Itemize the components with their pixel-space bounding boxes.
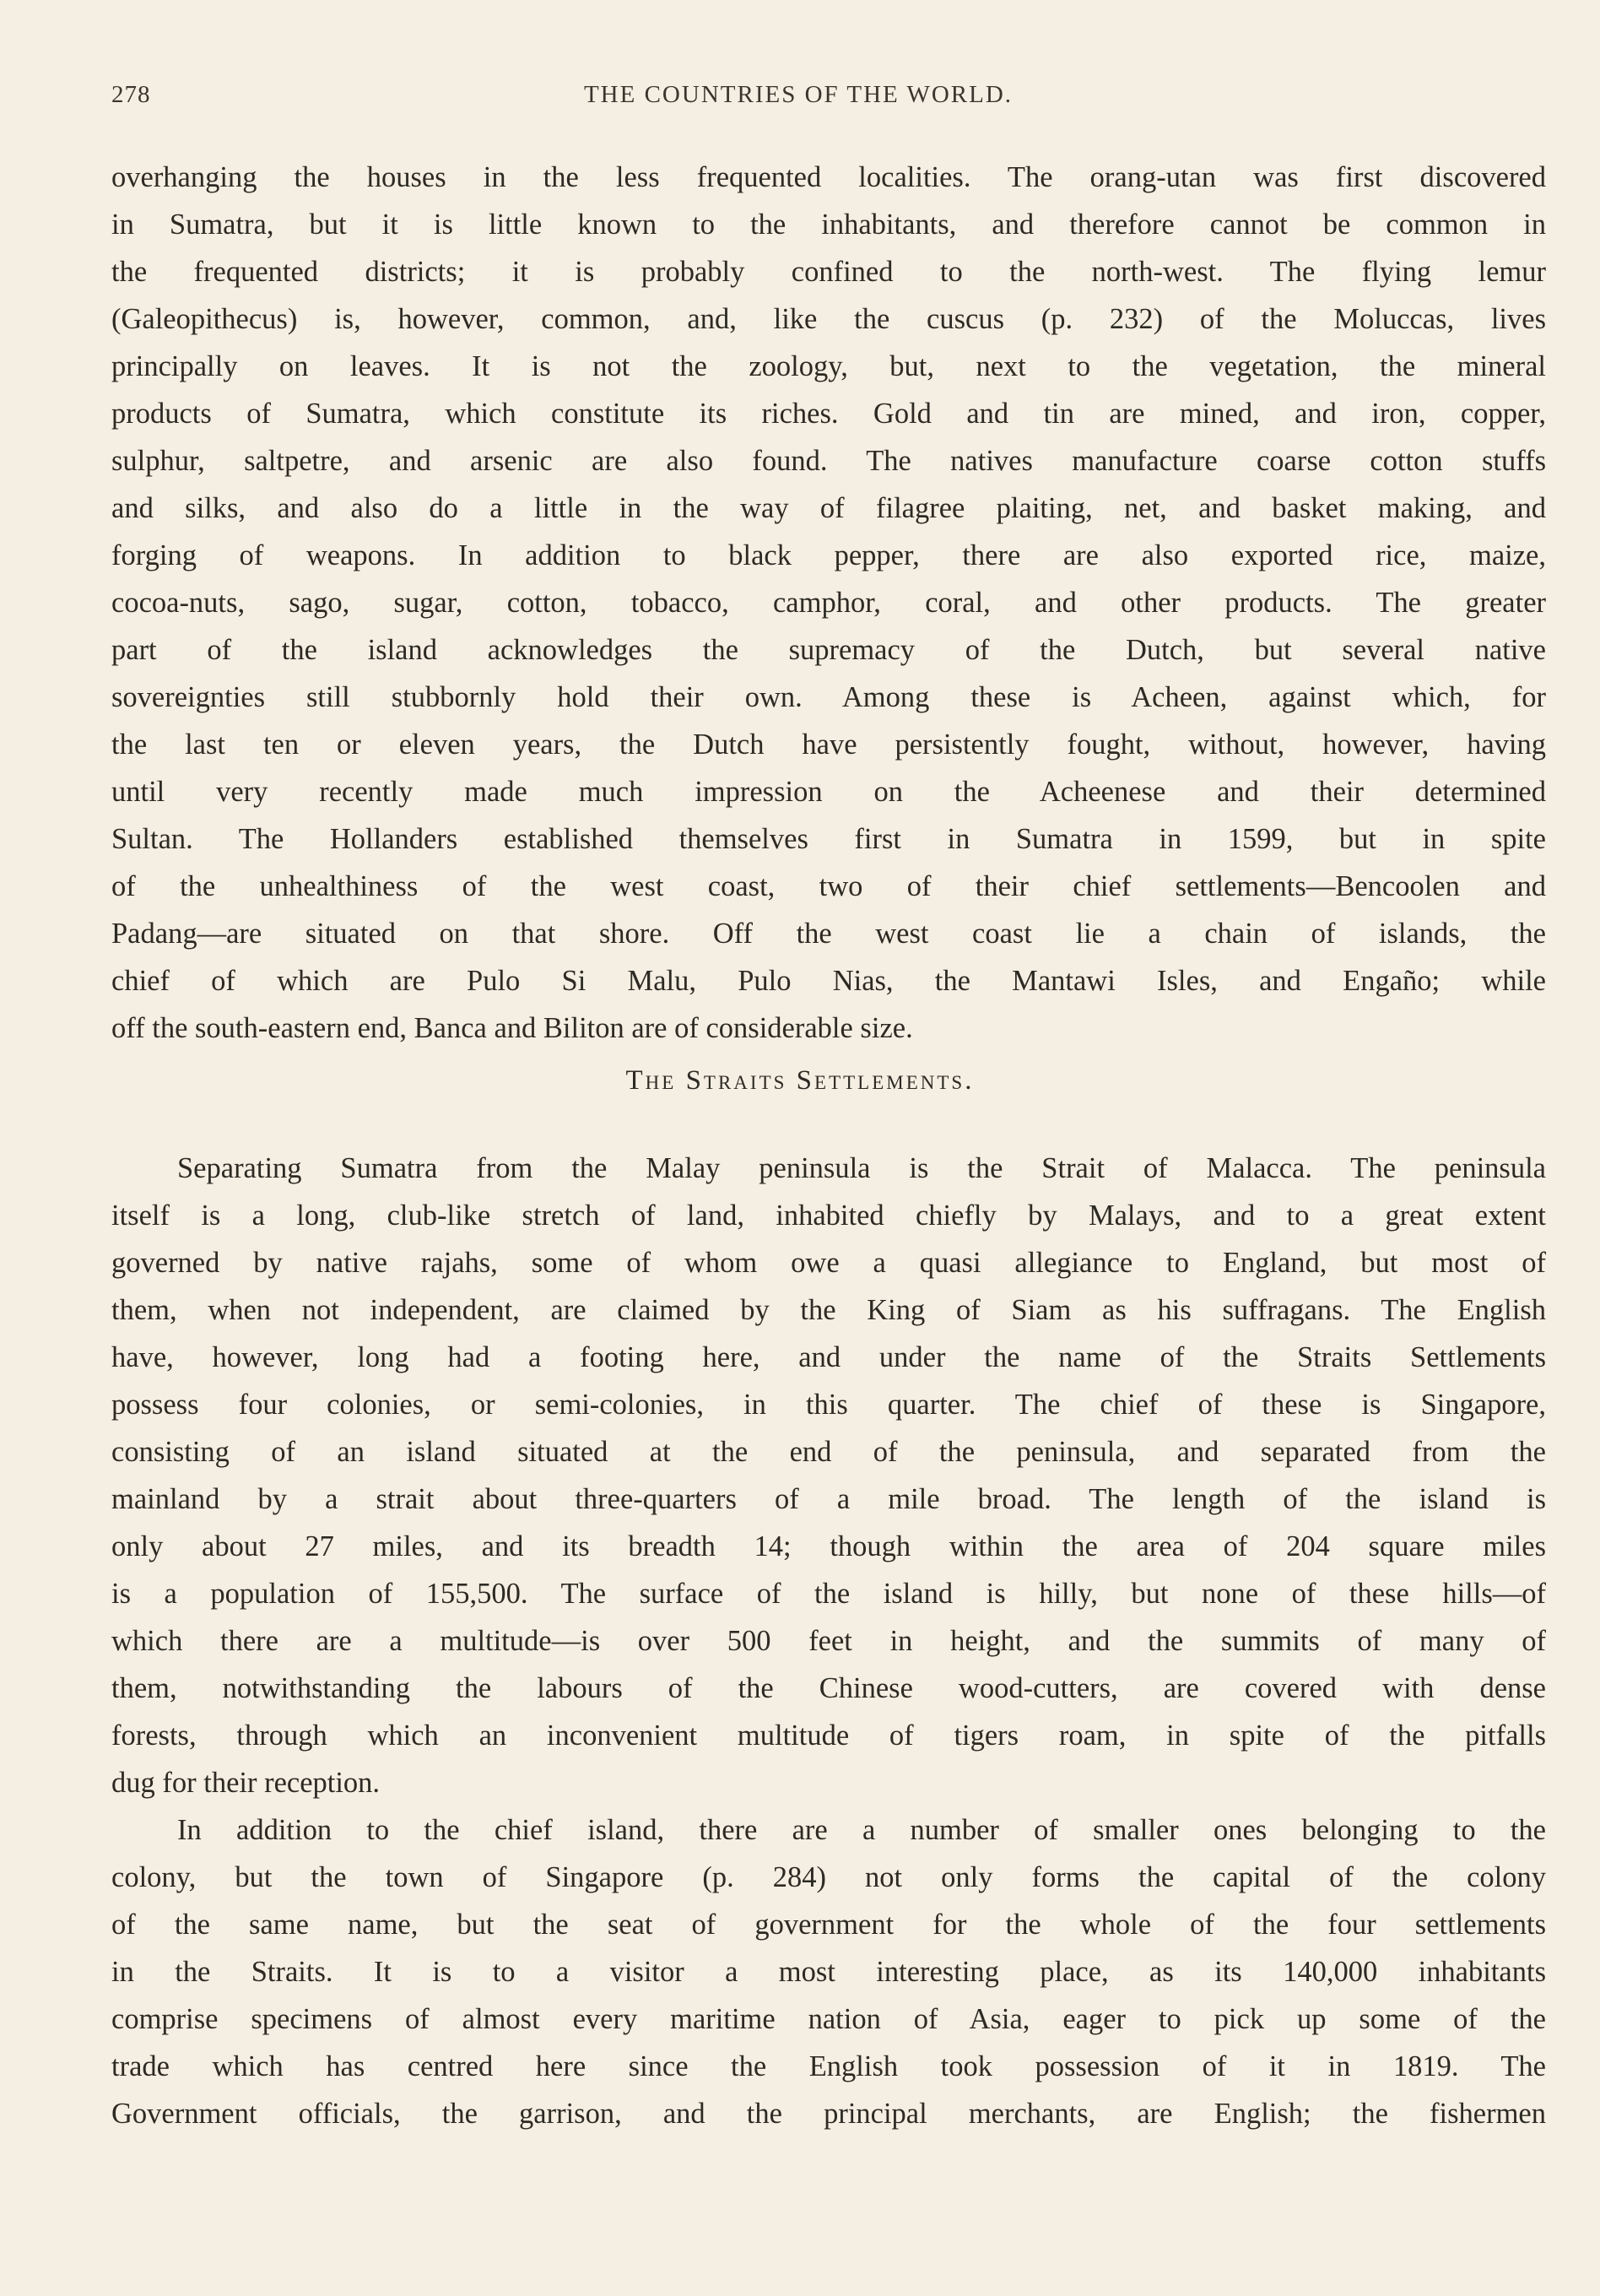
text-line: and silks, and also do a little in the way of filagree plaiting, net, and basket making, and [111,492,1546,524]
text-line: governed by native rajahs, some of whom owe a quasi allegiance to England, but most of [111,1247,1546,1279]
running-title: THE COUNTRIES OF THE WORLD. [583,81,1014,108]
text-line: possess four colonies, or semi-colonies, in this quarter. The chief of these is Singapore, [111,1389,1546,1421]
text-line: sulphur, saltpetre, and arsenic are also found. The natives manufacture coarse cotton stuffs [111,445,1546,477]
page-number: 278 [111,81,151,108]
text-line: which there are a multitude—is over 500 feet in height, and the summits of many of [111,1625,1546,1657]
text-line: of the unhealthiness of the west coast, two of their chief settlements—Bencoolen and [111,870,1546,902]
text-line: off the south-eastern end, Banca and Biliton are of considerable size. [111,1012,913,1044]
text-line: (Galeopithecus) is, however, common, and, like the cuscus (p. 232) of the Moluccas, lives [111,303,1546,335]
text-line: mainland by a strait about three-quarters of a mile broad. The length of the island is [111,1483,1546,1515]
text-line: until very recently made much impression on the Acheenese and their determined [111,776,1546,808]
text-line: forests, through which an inconvenient multitude of tigers roam, in spite of the pitfalls [111,1719,1546,1752]
text-line: dug for their reception. [111,1767,381,1799]
text-line: chief of which are Pulo Si Malu, Pulo Nias, the Mantawi Isles, and Engaño; while [111,965,1546,997]
text-line: overhanging the houses in the less frequented localities. The orang-utan was first discovered [111,161,1546,193]
text-line: colony, but the town of Singapore (p. 284) not only forms the capital of the colony [111,1861,1546,1893]
text-line: consisting of an island situated at the end of the peninsula, and separated from the [111,1436,1546,1468]
text-line: itself is a long, club-like stretch of land, inhabited chiefly by Malays, and to a great extent [111,1199,1546,1232]
text-line: part of the island acknowledges the supremacy of the Dutch, but several native [111,634,1546,666]
text-line: Padang—are situated on that shore. Off the west coast lie a chain of islands, the [111,918,1546,950]
text-line: in Sumatra, but it is little known to the inhabitants, and therefore cannot be common in [111,208,1546,241]
paragraph-sumatra [111,154,1546,1052]
text-line: sovereignties still stubbornly hold their own. Among these is Acheen, against which, for [111,681,1546,713]
text-line: Sultan. The Hollanders established themselves first in Sumatra in 1599, but in spite [111,823,1546,855]
text-line: the last ten or eleven years, the Dutch have persistently fought, without, however, having [111,728,1546,761]
text-line: cocoa-nuts, sago, sugar, cotton, tobacco, camphor, coral, and other products. The greater [111,587,1546,619]
text-line: them, when not independent, are claimed by the King of Siam as his suffragans. The English [111,1294,1546,1326]
text-line: of the same name, but the seat of government for the whole of the four settlements [111,1909,1546,1941]
text-line: have, however, long had a footing here, and under the name of the Straits Settlements [111,1341,1546,1373]
text-line: the frequented districts; it is probably confined to the north-west. The flying lemur [111,256,1546,288]
section-heading: The Straits Settlements. [625,1065,975,1096]
text-line: In addition to the chief island, there are a number of smaller ones belonging to the [177,1814,1546,1846]
text-line: Separating Sumatra from the Malay peninsula is the Strait of Malacca. The peninsula [177,1152,1546,1184]
text-line: principally on leaves. It is not the zoology, but, next to the vegetation, the mineral [111,350,1546,382]
text-line: is a population of 155,500. The surface of the island is hilly, but none of these hills—of [111,1578,1546,1610]
text-line: in the Straits. It is to a visitor a most interesting place, as its 140,000 inhabitants [111,1956,1546,1988]
paragraph-straits [111,1145,1546,2137]
text-line: forging of weapons. In addition to black pepper, there are also exported rice, maize, [111,539,1546,571]
text-line: them, notwithstanding the labours of the Chinese wood-cutters, are covered with dense [111,1672,1546,1704]
text-line: products of Sumatra, which constitute its riches. Gold and tin are mined, and iron, copper, [111,398,1546,430]
text-line: trade which has centred here since the English took possession of it in 1819. The [111,2050,1546,2082]
running-head [111,81,1485,115]
text-line: Government officials, the garrison, and the principal merchants, are English; the fishermen [111,2098,1546,2130]
text-line: only about 27 miles, and its breadth 14; though within the area of 204 square miles [111,1530,1546,1562]
text-line: comprise specimens of almost every maritime nation of Asia, eager to pick up some of the [111,2003,1546,2035]
